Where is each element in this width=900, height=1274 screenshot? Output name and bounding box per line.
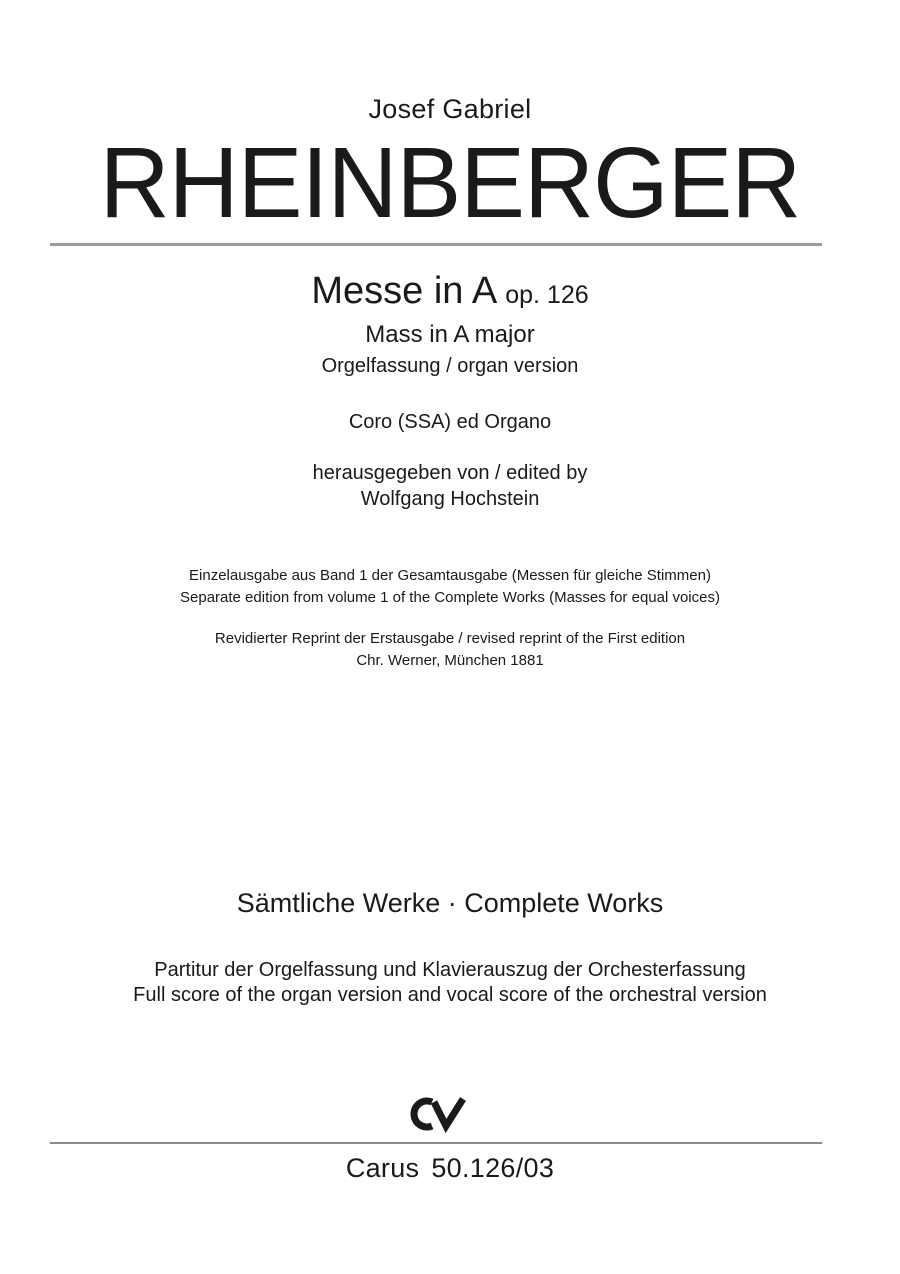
edition-note-1: Einzelausgabe aus Band 1 der Gesamtausgabe (Messen für gleiche Stimmen) — [189, 567, 711, 584]
composer-surname: RHEINBERGER — [99, 127, 801, 239]
description-line-2: Full score of the organ version and vocal score of the orchestral version — [133, 984, 767, 1006]
series-title: Sämtliche Werke · Complete Works — [236, 888, 664, 918]
edition-note-4: Chr. Werner, München 1881 — [356, 652, 544, 669]
version-line: Orgelfassung / organ version — [321, 355, 579, 377]
bottom-divider — [50, 1142, 822, 1144]
edition-note-2: Separate edition from volume 1 of the Complete Works (Masses for equal voices) — [180, 589, 720, 606]
work-subtitle: Mass in A major — [365, 321, 535, 348]
top-divider — [50, 243, 822, 246]
work-title: Messe in A — [311, 270, 498, 312]
scoring-line: Coro (SSA) ed Organo — [348, 411, 552, 433]
work-title-line — [0, 268, 900, 318]
editor-label: herausgegeben von / edited by — [312, 462, 588, 484]
editor-name: Wolfgang Hochstein — [360, 488, 540, 510]
publisher-catalog-line — [0, 1150, 900, 1186]
catalog-number: 50.126/03 — [431, 1153, 555, 1183]
edition-note-3: Revidierter Reprint der Erstausgabe / revised reprint of the First edition — [214, 630, 686, 647]
publisher-name: Carus — [345, 1153, 420, 1183]
carus-cv-logo-icon — [410, 1094, 466, 1134]
description-line-1: Partitur der Orgelfassung und Klavierauszug der Orchesterfassung — [154, 959, 746, 981]
composer-first-names: Josef Gabriel — [368, 94, 532, 124]
opus-number: op. 126 — [505, 281, 589, 309]
